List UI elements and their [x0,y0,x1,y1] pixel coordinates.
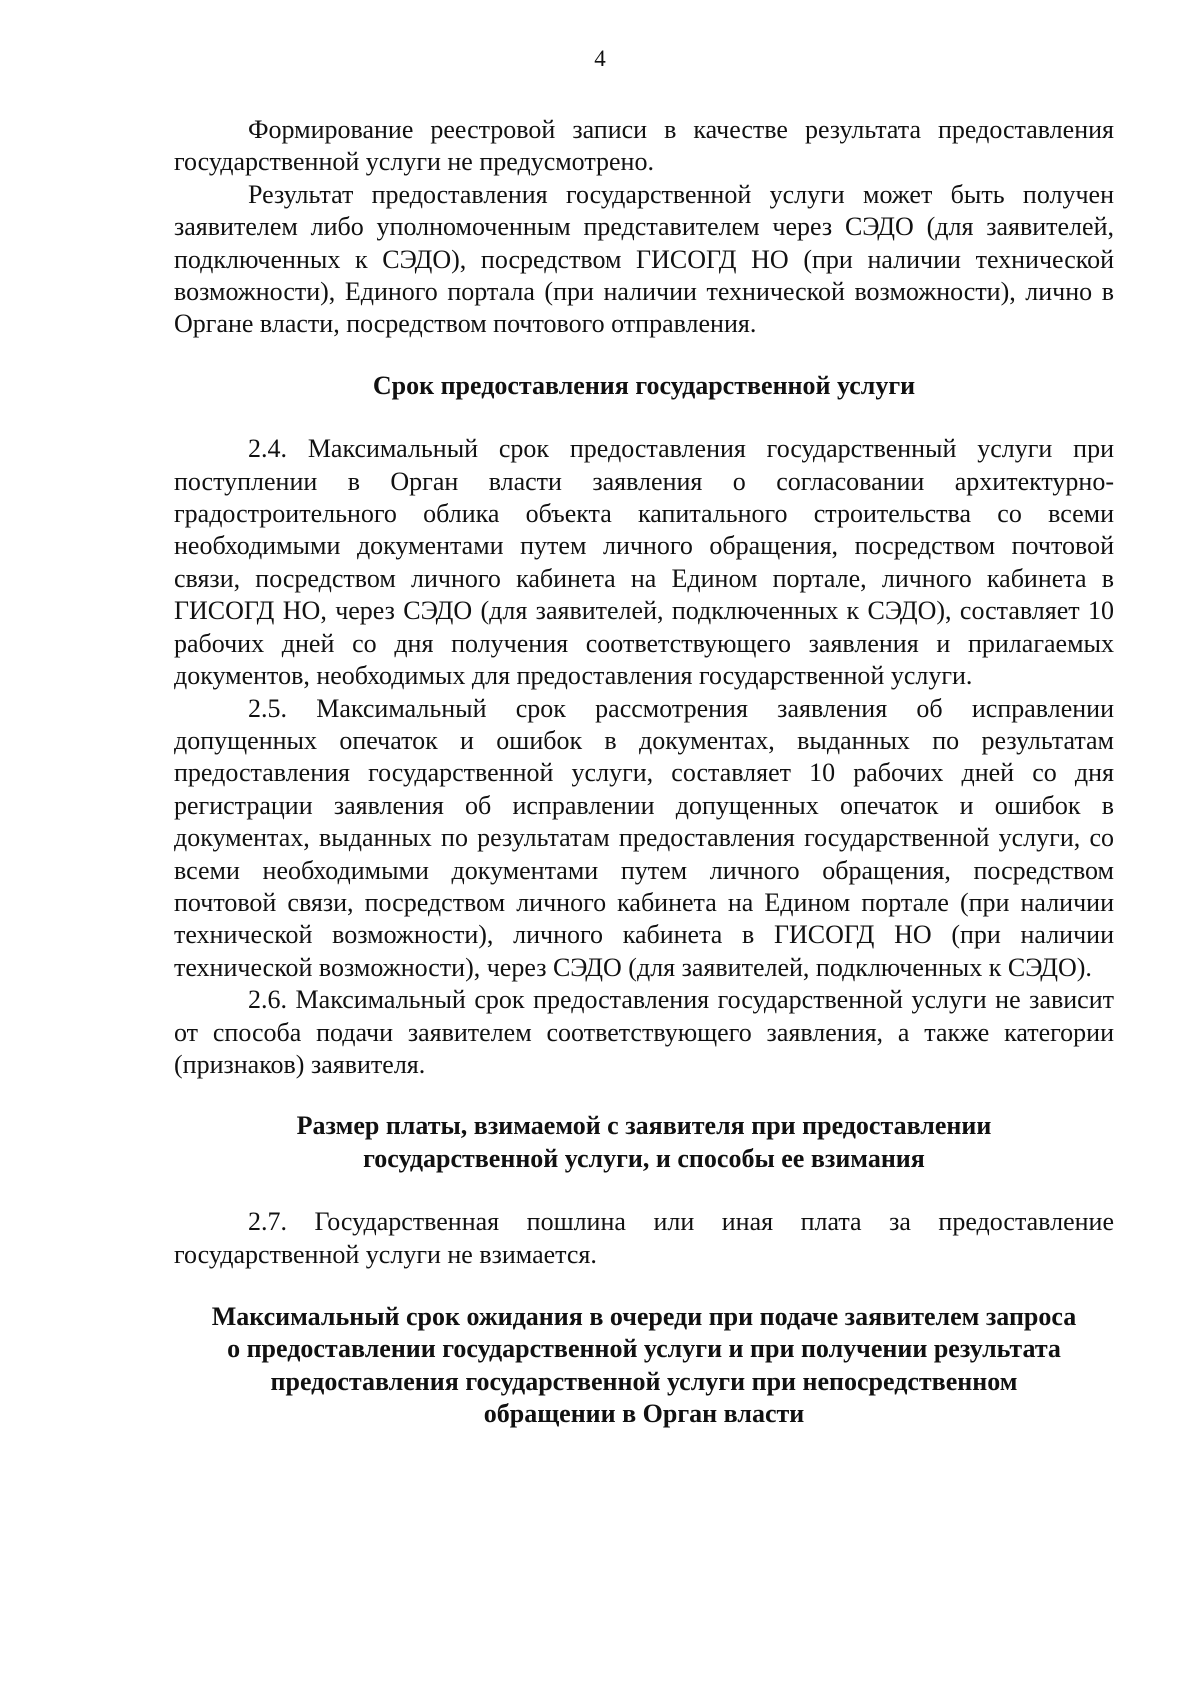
heading-line: Максимальный срок ожидания в очереди при подаче заявителем запроса [211,1302,1077,1331]
heading-line: обращении в Орган власти [483,1399,805,1429]
page-number: 4 [594,46,606,71]
heading-line: предоставления государственной услуги при непосредственном [270,1366,1018,1396]
paragraph-2-7: 2.7. Государственная пошлина или иная плата за предоставление государственной услуги не взимается. [174,1207,1114,1269]
heading-fee [174,1110,1114,1175]
heading-line: государственной услуги, и способы ее взимания [363,1143,925,1173]
heading-queue-time [174,1301,1114,1431]
paragraph-registry-record: Формирование реестровой записи в качестве результата предоставления государственной услуги не предусмотрено. [174,115,1114,177]
heading-line: Срок предоставления государственной услуги [372,370,916,400]
paragraph-2-6: 2.6. Максимальный срок предоставления государственной услуги не зависит от способа подачи заявителем соответствующего заявления, а также категории (признаков) заявителя. [174,985,1114,1079]
paragraph-2-5: 2.5. Максимальный срок рассмотрения заявления об исправлении допущенных опечаток и ошибок в документах, выданных по результатам предоставления государственной услуги, составляет 10 рабочих дней со дня регистрации заявления об исправлении допущенных опечаток и ошибок в документах, выданных по результатам предоставления государственной услуги, со всеми необходимыми документами путем личного обращения, посредством почтовой связи, посредством личного кабинета на Едином портале (при наличии технической возможности), личного кабинета в ГИСОГД НО (при наличии технической возможности), через СЭДО (для заявителей, подключенных к СЭДО). [174,693,1114,982]
heading-service-term [174,370,1114,402]
document-body [174,114,1114,1431]
paragraph-2-4: 2.4. Максимальный срок предоставления государственный услуги при поступлении в Орган власти заявления о согласовании архитектурно-градостроительного облика объекта капитального строительства со всеми необходимыми документами путем личного обращения, посредством почтовой связи, посредством личного кабинета на Едином портале, личного кабинета в ГИСОГД НО, через СЭДО (для заявителей, подключенных к СЭДО), составляет 10 рабочих дней со дня получения соответствующего заявления и прилагаемых документов, необходимых для предоставления государственной услуги. [174,434,1114,691]
heading-line: Размер платы, взимаемой с заявителя при предоставлении [296,1111,992,1141]
heading-line: о предоставлении государственной услуги и при получении результата [227,1334,1061,1364]
paragraph-result-delivery: Результат предоставления государственной услуги может быть получен заявителем либо уполномоченным представителем через СЭДО (для заявителей, подключенных к СЭДО), посредством ГИСОГД НО (при наличии технической возможности), Единого портала (при наличии технической возможности), лично в Органе власти, посредством почтового отправления. [174,179,1114,339]
